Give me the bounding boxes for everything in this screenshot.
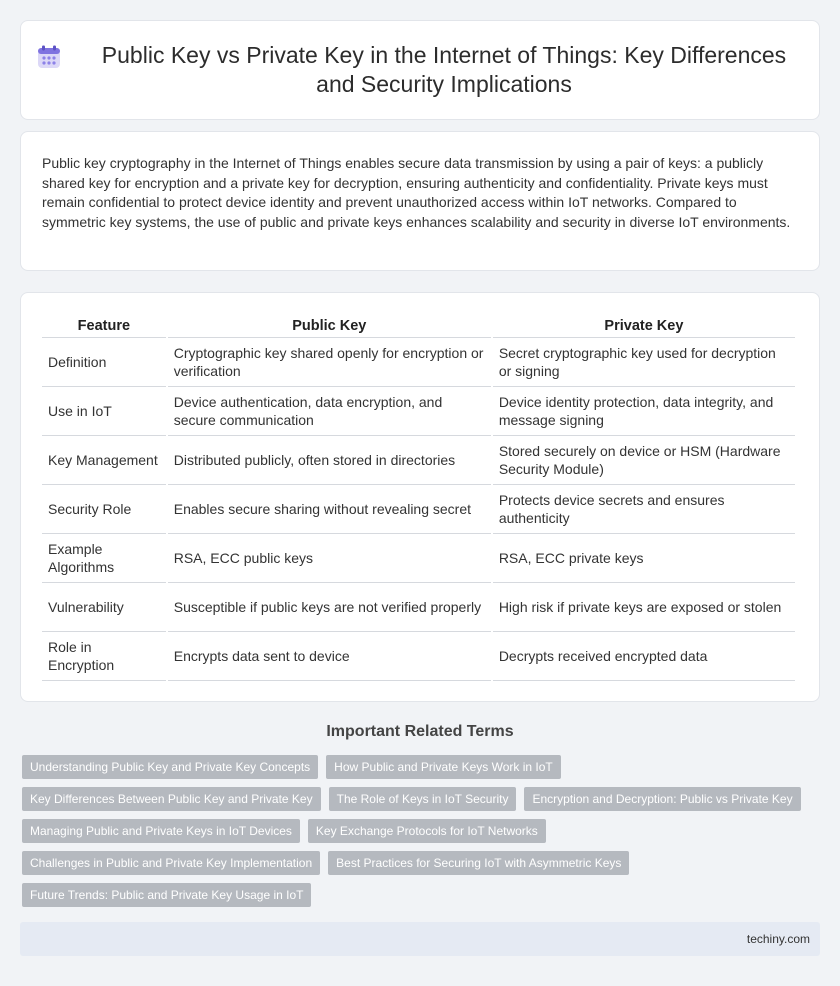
title-wrap xyxy=(36,41,804,99)
table-header-row xyxy=(42,309,795,338)
related-term-tag[interactable]: How Public and Private Keys Work in IoT xyxy=(326,755,561,779)
table-row xyxy=(42,338,795,387)
public-key-cell: Device authentication, data encryption, and secure communication xyxy=(168,387,491,436)
public-key-cell: Distributed publicly, often stored in directories xyxy=(168,436,491,485)
intro-card xyxy=(20,131,820,271)
feature-cell: Use in IoT xyxy=(42,387,166,436)
related-terms-heading: Important Related Terms xyxy=(326,723,514,740)
private-key-cell: Stored securely on device or HSM (Hardware Security Module) xyxy=(493,436,795,485)
tag-row xyxy=(22,851,822,875)
table-row xyxy=(42,436,795,485)
feature-cell: Key Management xyxy=(42,436,166,485)
private-key-cell: RSA, ECC private keys xyxy=(493,534,795,583)
header-private-key: Private Key xyxy=(493,309,795,338)
public-key-cell: Enables secure sharing without revealing secret xyxy=(168,485,491,534)
related-term-tag[interactable]: Key Differences Between Public Key and Private Key xyxy=(22,787,321,811)
table-row xyxy=(42,485,795,534)
private-key-cell: Secret cryptographic key used for decryption or signing xyxy=(493,338,795,387)
feature-cell: Example Algorithms xyxy=(42,534,166,583)
page-title: Public Key vs Private Key in the Internet of Things: Key Differences and Security Implications xyxy=(101,42,787,97)
tag-row xyxy=(22,787,822,811)
header-public-key: Public Key xyxy=(168,309,491,338)
private-key-cell: High risk if private keys are exposed or stolen xyxy=(493,583,795,632)
tag-row xyxy=(22,755,822,779)
comparison-table xyxy=(40,309,797,681)
related-term-tag[interactable]: Encryption and Decryption: Public vs Private Key xyxy=(524,787,800,811)
table-row xyxy=(42,583,795,632)
private-key-cell: Protects device secrets and ensures authenticity xyxy=(493,485,795,534)
private-key-cell: Decrypts received encrypted data xyxy=(493,632,795,681)
title-card xyxy=(20,20,820,120)
feature-cell: Role in Encryption xyxy=(42,632,166,681)
footer xyxy=(20,922,820,956)
related-term-tag[interactable]: Challenges in Public and Private Key Implementation xyxy=(22,851,320,875)
header-feature: Feature xyxy=(42,309,166,338)
related-term-tag[interactable]: The Role of Keys in IoT Security xyxy=(329,787,517,811)
comparison-table-card xyxy=(20,292,820,702)
private-key-cell: Device identity protection, data integrity, and message signing xyxy=(493,387,795,436)
table-row xyxy=(42,632,795,681)
tag-row xyxy=(22,883,822,907)
footer-site-name[interactable]: techiny.com xyxy=(746,932,810,946)
table-row xyxy=(42,534,795,583)
related-term-tag[interactable]: Future Trends: Public and Private Key Usage in IoT xyxy=(22,883,311,907)
public-key-cell: Susceptible if public keys are not verified properly xyxy=(168,583,491,632)
feature-cell: Vulnerability xyxy=(42,583,166,632)
public-key-cell: Encrypts data sent to device xyxy=(168,632,491,681)
table-row xyxy=(42,387,795,436)
public-key-cell: Cryptographic key shared openly for encryption or verification xyxy=(168,338,491,387)
public-key-cell: RSA, ECC public keys xyxy=(168,534,491,583)
calendar-icon xyxy=(36,44,62,70)
related-terms-tags xyxy=(22,755,822,915)
feature-cell: Security Role xyxy=(42,485,166,534)
related-term-tag[interactable]: Key Exchange Protocols for IoT Networks xyxy=(308,819,546,843)
intro-paragraph: Public key cryptography in the Internet of Things enables secure data transmission by using a pair of keys: a publicly shared key for encryption and a private key for decryption, ensuring authenticity and confidentiality. Private keys must remain confidential to protect device identity and prevent unauthorized access within IoT networks. Compared to symmetric key systems, the use of public and private keys enhances scalability and security in diverse IoT environments. xyxy=(42,155,791,230)
tag-row xyxy=(22,819,822,843)
related-term-tag[interactable]: Best Practices for Securing IoT with Asymmetric Keys xyxy=(328,851,629,875)
feature-cell: Definition xyxy=(42,338,166,387)
related-term-tag[interactable]: Managing Public and Private Keys in IoT Devices xyxy=(22,819,300,843)
related-term-tag[interactable]: Understanding Public Key and Private Key Concepts xyxy=(22,755,318,779)
